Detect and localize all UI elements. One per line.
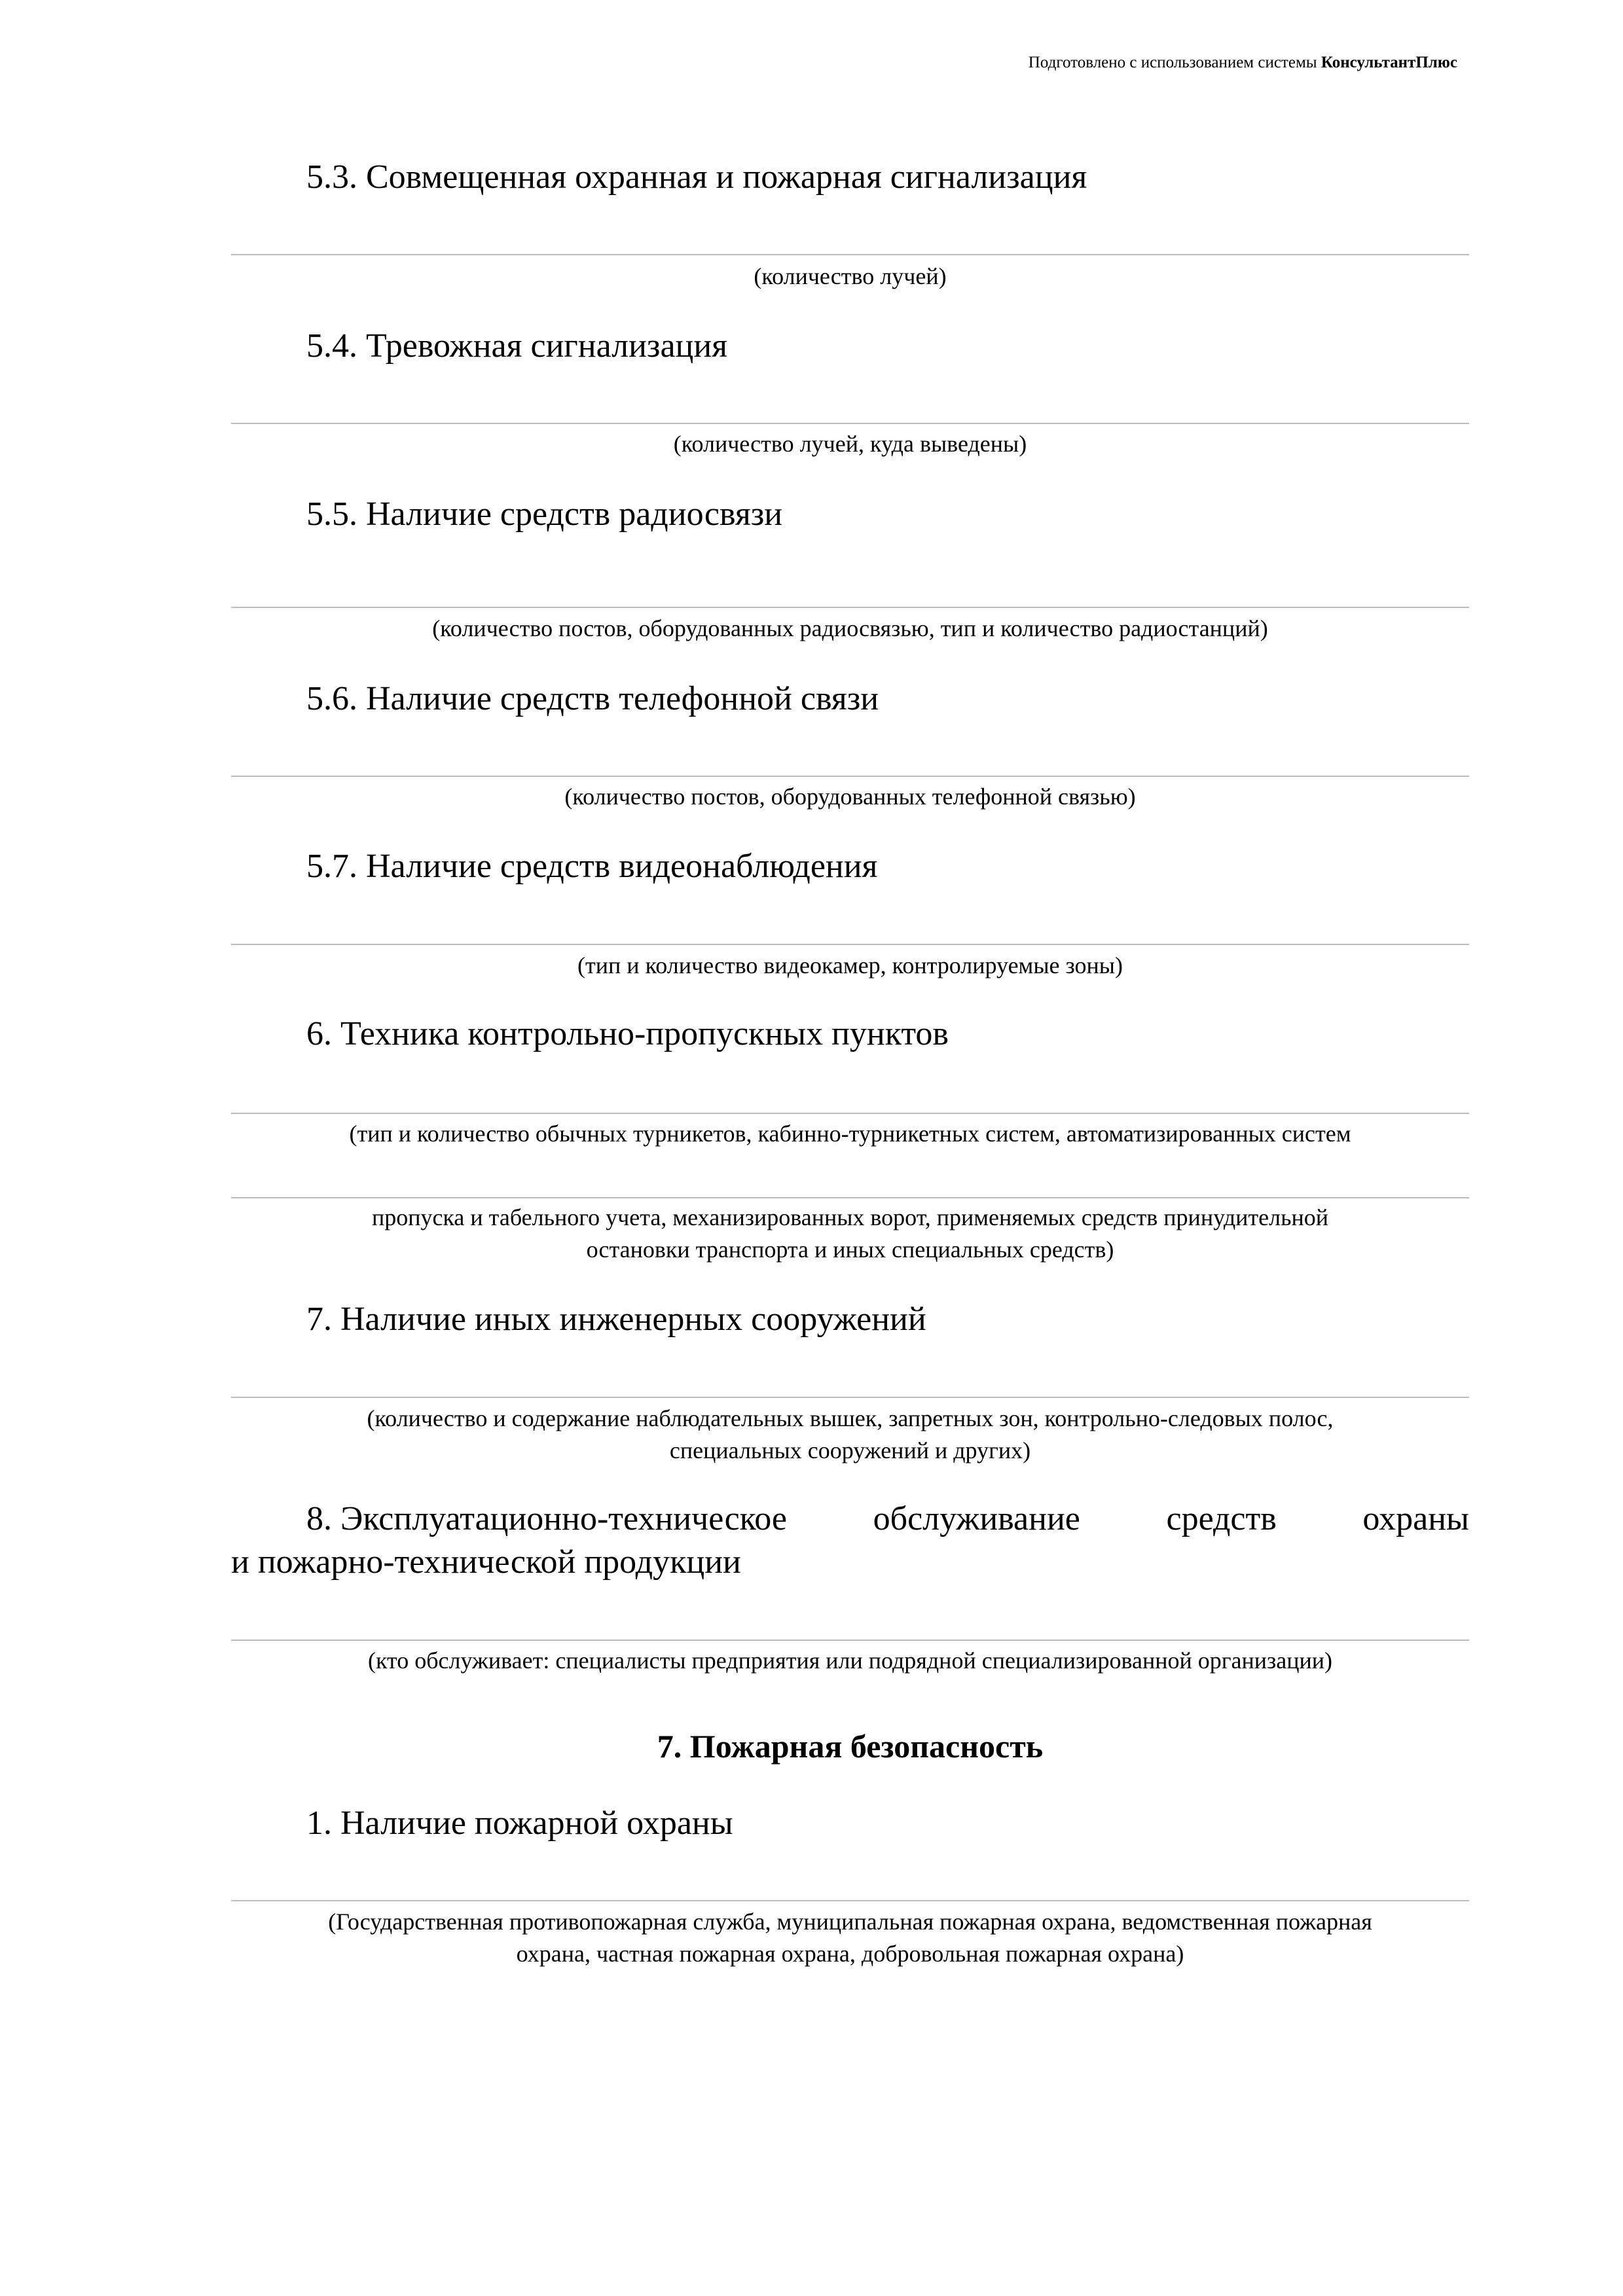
fill-line-6a (231, 1113, 1469, 1114)
item-5-4-caption: (количество лучей, куда выведены) (673, 431, 1027, 457)
header-prefix: Подготовлено с использованием системы (1028, 54, 1317, 71)
item-8-word-3: средств (1166, 1500, 1277, 1537)
fill-line-8 (231, 1640, 1469, 1641)
item-7-title: 7. Наличие иных инженерных сооружений (306, 1300, 926, 1338)
fill-line-5-5 (231, 607, 1469, 608)
header-brand: КонсультантПлюс (1321, 54, 1457, 71)
fill-line-5-7 (231, 944, 1469, 945)
fill-line-5-6 (231, 776, 1469, 777)
fire-item-1-caption-line2: охрана, частная пожарная охрана, добровольная пожарная охрана) (516, 1941, 1184, 1967)
item-8-word-4: охраны (1362, 1500, 1469, 1537)
fill-line-5-3 (231, 254, 1469, 255)
item-8-title (231, 1498, 1469, 1584)
page-header (1029, 54, 1457, 72)
item-5-7-caption: (тип и количество видеокамер, контролируемые зоны) (577, 952, 1123, 978)
item-7-caption-line2: специальных сооружений и других) (669, 1437, 1031, 1463)
fire-item-1-title: 1. Наличие пожарной охраны (306, 1804, 733, 1842)
item-8-caption: (кто обслуживает: специалисты предприятия или подрядной специализированной организации) (367, 1647, 1333, 1674)
item-5-6-caption: (количество постов, оборудованных телефонной связью) (564, 783, 1136, 810)
item-8-word-2: обслуживание (873, 1500, 1080, 1537)
item-6-title: 6. Техника контрольно-пропускных пунктов (306, 1015, 949, 1052)
fill-line-7 (231, 1397, 1469, 1398)
item-5-4-title: 5.4. Тревожная сигнализация (306, 327, 728, 365)
fill-line-5-4 (231, 423, 1469, 424)
item-6-caption-line2: пропуска и табельного учета, механизированных ворот, применяемых средств принудительной (371, 1204, 1329, 1230)
section-title-fire-safety: 7. Пожарная безопасность (657, 1728, 1044, 1765)
fire-item-1-caption-line1: (Государственная противопожарная служба, муниципальная пожарная охрана, ведомственная пожарная (328, 1909, 1372, 1935)
fill-line-fire-1 (231, 1900, 1469, 1901)
item-5-5-title: 5.5. Наличие средств радиосвязи (306, 495, 783, 533)
item-7-caption-line1: (количество и содержание наблюдательных вышек, запретных зон, контрольно-следовых полос, (367, 1405, 1334, 1431)
item-5-3-title: 5.3. Совмещенная охранная и пожарная сигнализация (306, 158, 1087, 196)
item-8-title-line1 (231, 1498, 1469, 1541)
item-8-title-line2: и пожарно-технической продукции (231, 1543, 741, 1581)
item-6-caption-line3: остановки транспорта и иных специальных средств) (586, 1236, 1114, 1263)
item-5-5-caption: (количество постов, оборудованных радиосвязью, тип и количество радиостанций) (432, 615, 1268, 641)
item-8-word-1: 8. Эксплуатационно-техническое (306, 1500, 787, 1537)
item-5-7-title: 5.7. Наличие средств видеонаблюдения (306, 848, 878, 885)
fill-line-6b (231, 1197, 1469, 1198)
item-5-6-title: 5.6. Наличие средств телефонной связи (306, 680, 879, 717)
item-6-caption-line1: (тип и количество обычных турникетов, кабинно-турникетных систем, автоматизированных систем (349, 1121, 1351, 1147)
item-5-3-caption: (количество лучей) (754, 263, 947, 289)
